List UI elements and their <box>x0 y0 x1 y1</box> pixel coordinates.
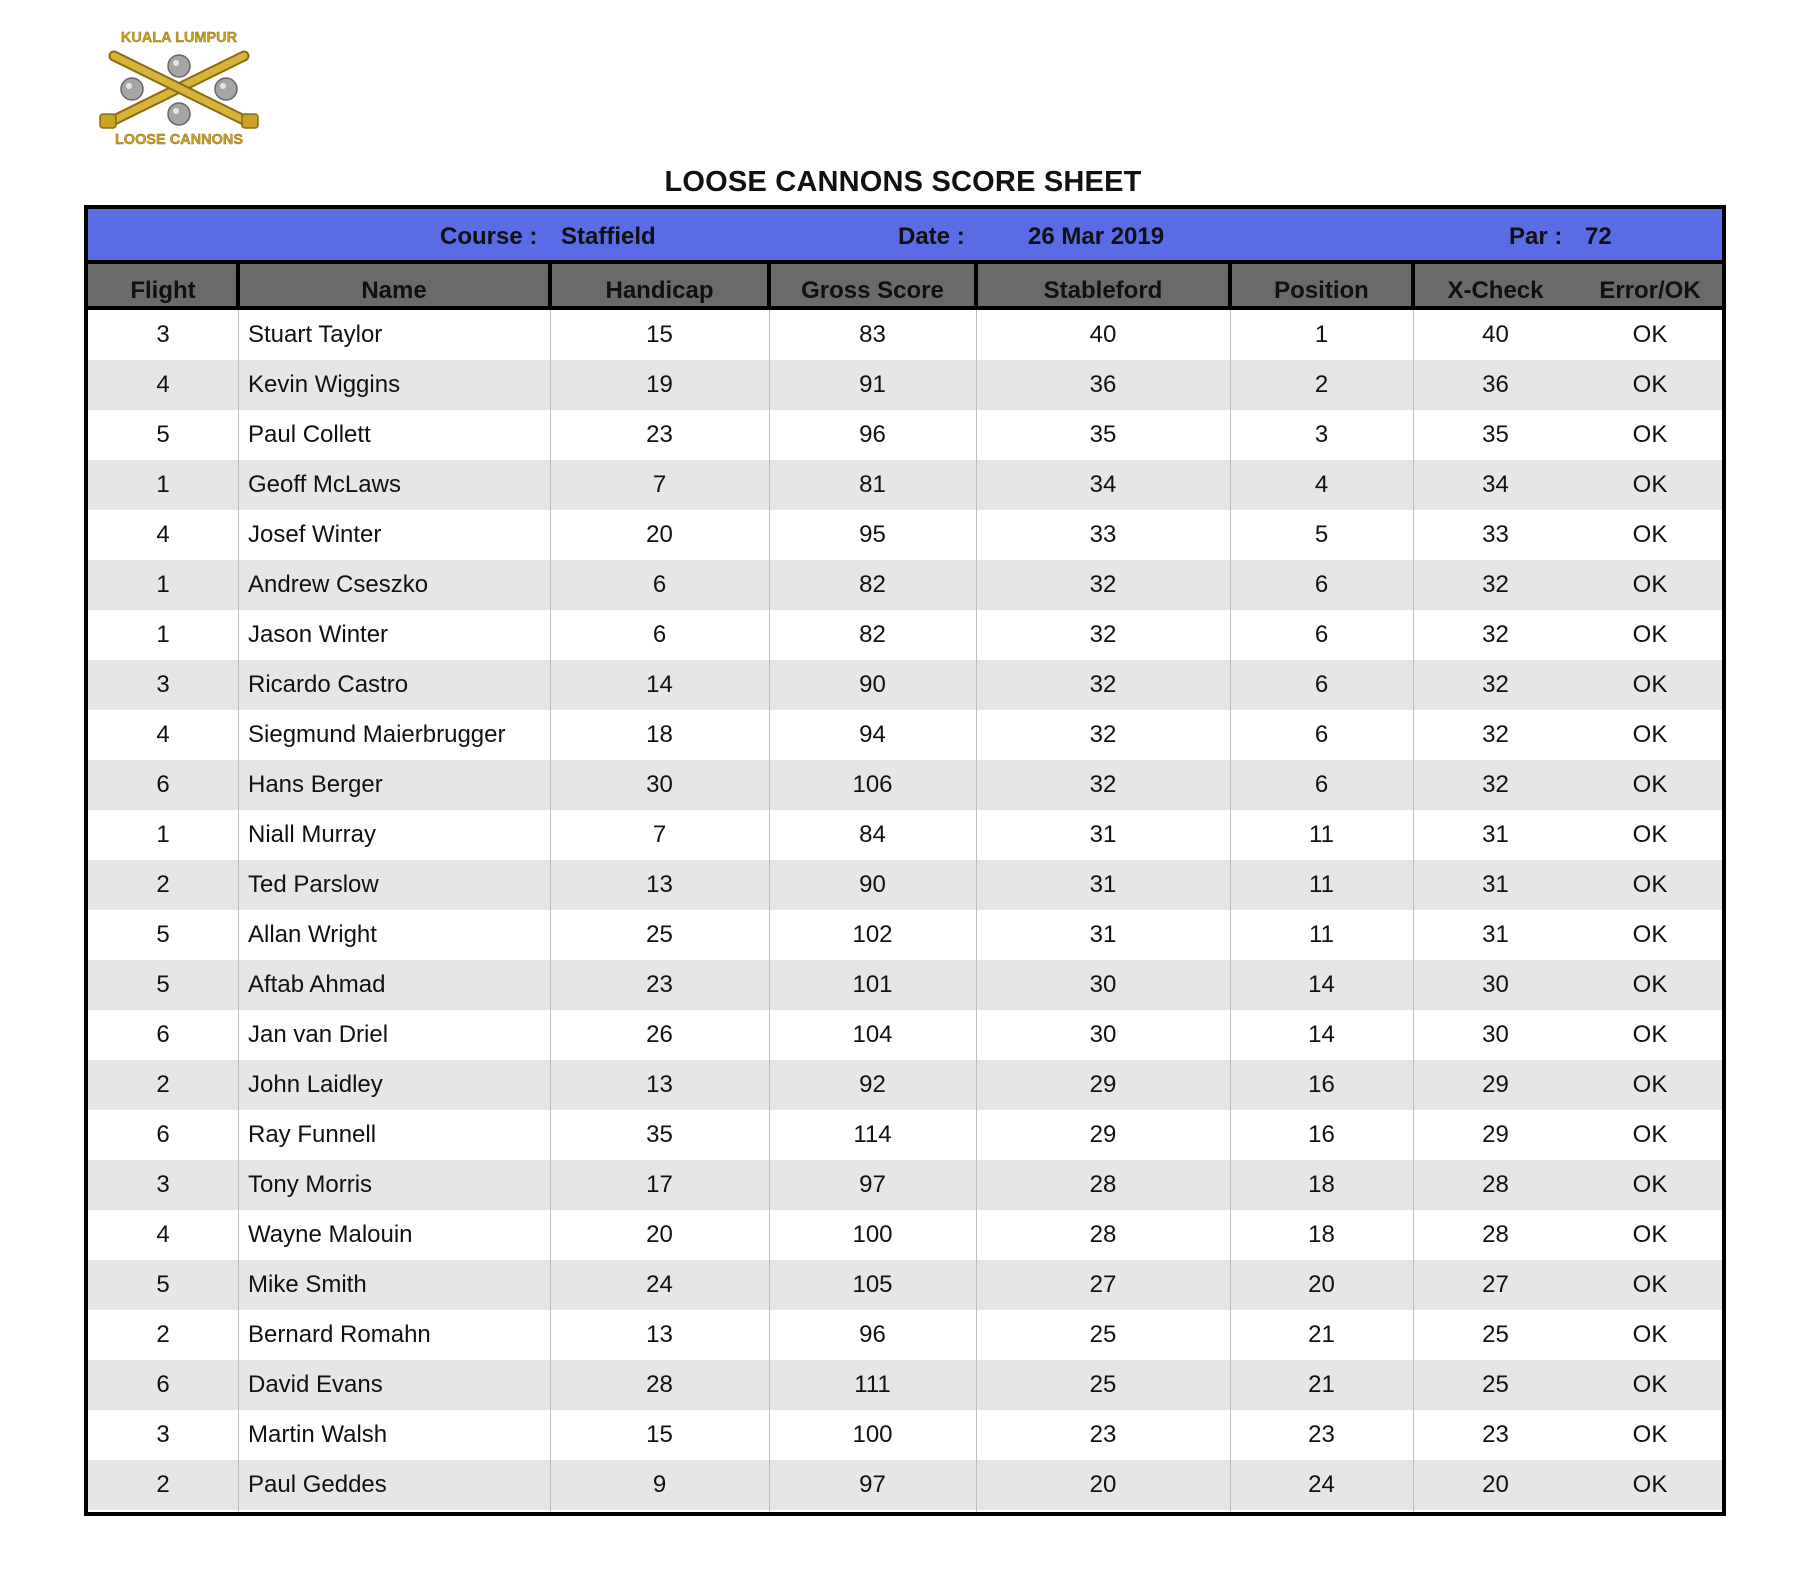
logo-top-text: KUALA LUMPUR <box>120 30 238 46</box>
cell-stableford: 30 <box>1089 971 1117 998</box>
cell-stableford: 33 <box>1089 521 1117 548</box>
cell-x-check: 32 <box>1482 571 1509 598</box>
score-rows <box>88 310 1722 1512</box>
table-row <box>88 460 1722 510</box>
cell-name: Martin Walsh <box>248 1421 388 1448</box>
cell-x-check: 32 <box>1482 621 1509 648</box>
par-label: Par : <box>1509 223 1563 250</box>
cell-name: Ted Parslow <box>248 871 379 898</box>
cell-stableford: 28 <box>1089 1171 1117 1198</box>
cell-position: 24 <box>1308 1471 1335 1498</box>
cell-x-check: 33 <box>1482 521 1509 548</box>
cell-x-check: 23 <box>1482 1421 1509 1448</box>
cell-stableford: 31 <box>1089 821 1117 848</box>
date-value: 26 Mar 2019 <box>1028 223 1165 250</box>
cell-error-ok: OK <box>1632 871 1668 898</box>
header-divider <box>1411 264 1415 306</box>
cell-name: Stuart Taylor <box>248 321 383 348</box>
cell-position: 23 <box>1308 1421 1335 1448</box>
cell-x-check: 40 <box>1482 321 1509 348</box>
cell-stableford: 20 <box>1089 1471 1117 1498</box>
table-row <box>88 410 1722 460</box>
cell-x-check: 20 <box>1482 1471 1509 1498</box>
cell-flight: 4 <box>156 1221 170 1248</box>
column-divider <box>769 310 770 1512</box>
cell-position: 6 <box>1314 721 1329 748</box>
cell-name: Ricardo Castro <box>248 671 409 698</box>
cell-x-check: 31 <box>1482 821 1509 848</box>
column-header-error-ok: Error/OK <box>1599 277 1701 304</box>
column-header-row <box>88 264 1722 310</box>
table-row <box>88 1460 1722 1510</box>
header-divider <box>236 264 240 306</box>
date-label: Date : <box>898 223 965 250</box>
cell-x-check: 28 <box>1482 1171 1509 1198</box>
cell-handicap: 14 <box>646 671 673 698</box>
cell-gross-score: 114 <box>853 1121 892 1148</box>
par-value: 72 <box>1585 223 1612 250</box>
cell-name: Paul Geddes <box>248 1471 387 1498</box>
cell-stableford: 32 <box>1089 621 1117 648</box>
cell-error-ok: OK <box>1632 621 1668 648</box>
cell-position: 5 <box>1314 521 1329 548</box>
cell-flight: 2 <box>156 871 170 898</box>
cell-flight: 1 <box>156 821 170 848</box>
table-row <box>88 610 1722 660</box>
cell-position: 16 <box>1308 1071 1335 1098</box>
cell-flight: 5 <box>156 921 170 948</box>
cell-x-check: 29 <box>1482 1121 1509 1148</box>
cell-error-ok: OK <box>1632 821 1668 848</box>
cell-error-ok: OK <box>1632 1371 1668 1398</box>
column-header-name: Name <box>361 277 427 304</box>
cell-flight: 3 <box>156 321 170 348</box>
cell-name: John Laidley <box>248 1071 383 1098</box>
cell-error-ok: OK <box>1632 971 1668 998</box>
cell-handicap: 7 <box>652 821 667 848</box>
cell-gross-score: 100 <box>852 1221 893 1248</box>
cell-x-check: 31 <box>1482 871 1509 898</box>
cell-stableford: 31 <box>1089 871 1117 898</box>
cell-handicap: 15 <box>646 1421 673 1448</box>
cell-error-ok: OK <box>1632 1471 1668 1498</box>
club-logo <box>94 28 264 152</box>
cell-position: 16 <box>1308 1121 1335 1148</box>
cell-stableford: 32 <box>1089 771 1117 798</box>
cell-x-check: 30 <box>1482 1021 1509 1048</box>
table-row <box>88 1410 1722 1460</box>
cell-error-ok: OK <box>1632 771 1668 798</box>
cell-flight: 6 <box>156 1371 170 1398</box>
cell-stableford: 40 <box>1089 321 1117 348</box>
cell-handicap: 13 <box>646 1321 673 1348</box>
cell-error-ok: OK <box>1632 421 1668 448</box>
cell-name: Geoff McLaws <box>248 471 401 498</box>
cell-gross-score: 96 <box>859 421 886 448</box>
cell-name: Wayne Malouin <box>248 1221 413 1248</box>
cell-handicap: 26 <box>646 1021 673 1048</box>
cell-name: Kevin Wiggins <box>248 371 401 398</box>
cell-position: 6 <box>1314 771 1329 798</box>
cell-gross-score: 84 <box>859 821 886 848</box>
cell-name: Hans Berger <box>248 771 383 798</box>
cell-flight: 1 <box>156 621 170 648</box>
cell-gross-score: 90 <box>859 871 886 898</box>
cell-gross-score: 101 <box>852 971 893 998</box>
cell-flight: 3 <box>156 1421 170 1448</box>
cell-name: Paul Collett <box>248 421 371 448</box>
column-header-x-check: X-Check <box>1447 277 1544 304</box>
cell-stableford: 29 <box>1089 1071 1117 1098</box>
cell-handicap: 13 <box>646 1071 673 1098</box>
cell-gross-score: 102 <box>852 921 893 948</box>
cell-error-ok: OK <box>1632 671 1668 698</box>
cell-flight: 4 <box>156 371 170 398</box>
cell-gross-score: 104 <box>852 1021 893 1048</box>
cell-position: 11 <box>1309 871 1334 898</box>
cell-error-ok: OK <box>1632 721 1668 748</box>
cell-stableford: 32 <box>1089 571 1117 598</box>
cell-position: 18 <box>1308 1221 1335 1248</box>
cell-name: Jan van Driel <box>248 1021 389 1048</box>
column-header-position: Position <box>1274 277 1369 304</box>
cell-name: David Evans <box>248 1371 383 1398</box>
column-divider <box>1413 310 1414 1512</box>
cell-flight: 5 <box>156 421 170 448</box>
table-row <box>88 560 1722 610</box>
cell-error-ok: OK <box>1632 1121 1668 1148</box>
cell-position: 11 <box>1309 821 1334 848</box>
cell-gross-score: 90 <box>859 671 886 698</box>
cell-position: 20 <box>1308 1271 1335 1298</box>
cell-position: 4 <box>1314 471 1329 498</box>
cell-gross-score: 100 <box>852 1421 893 1448</box>
column-divider <box>550 310 551 1512</box>
cell-handicap: 18 <box>646 721 673 748</box>
cell-name: Jason Winter <box>248 621 389 648</box>
column-header-flight: Flight <box>130 277 196 304</box>
table-row <box>88 810 1722 860</box>
cell-gross-score: 83 <box>859 321 886 348</box>
cell-handicap: 9 <box>652 1471 667 1498</box>
cell-flight: 2 <box>156 1321 170 1348</box>
cell-name: Aftab Ahmad <box>248 971 386 998</box>
cell-error-ok: OK <box>1632 921 1668 948</box>
course-value: Staffield <box>561 223 656 250</box>
cell-x-check: 35 <box>1482 421 1509 448</box>
cell-gross-score: 97 <box>859 1471 886 1498</box>
table-row <box>88 310 1722 360</box>
table-row <box>88 1210 1722 1260</box>
cell-stableford: 32 <box>1089 671 1117 698</box>
cell-handicap: 17 <box>646 1171 673 1198</box>
cell-position: 18 <box>1308 1171 1335 1198</box>
cell-gross-score: 97 <box>859 1171 886 1198</box>
cell-flight: 1 <box>156 471 170 498</box>
cell-flight: 2 <box>156 1071 170 1098</box>
cell-name: Josef Winter <box>248 521 382 548</box>
cell-x-check: 28 <box>1482 1221 1509 1248</box>
cell-error-ok: OK <box>1632 1171 1668 1198</box>
cell-position: 14 <box>1308 1021 1335 1048</box>
cell-name: Mike Smith <box>248 1271 367 1298</box>
cell-flight: 5 <box>156 971 170 998</box>
cell-flight: 6 <box>156 1021 170 1048</box>
cell-stableford: 36 <box>1089 371 1117 398</box>
cell-gross-score: 111 <box>854 1371 891 1398</box>
cell-gross-score: 95 <box>859 521 886 548</box>
table-row <box>88 1360 1722 1410</box>
cell-flight: 3 <box>156 1171 170 1198</box>
cell-gross-score: 96 <box>859 1321 886 1348</box>
cell-stableford: 27 <box>1089 1271 1117 1298</box>
table-row <box>88 510 1722 560</box>
cell-error-ok: OK <box>1632 371 1668 398</box>
header-divider <box>548 264 552 306</box>
cell-gross-score: 91 <box>859 371 886 398</box>
cell-flight: 5 <box>156 1271 170 1298</box>
cell-x-check: 31 <box>1482 921 1509 948</box>
cell-stableford: 28 <box>1089 1221 1117 1248</box>
table-row <box>88 360 1722 410</box>
cell-position: 14 <box>1308 971 1335 998</box>
table-row <box>88 1010 1722 1060</box>
score-sheet-table <box>84 205 1726 1516</box>
table-row <box>88 760 1722 810</box>
logo-bottom-text: LOOSE CANNONS <box>114 132 244 148</box>
cell-gross-score: 81 <box>859 471 886 498</box>
cell-position: 21 <box>1308 1371 1335 1398</box>
cell-name: Allan Wright <box>248 921 377 948</box>
cell-error-ok: OK <box>1632 571 1668 598</box>
table-row <box>88 1160 1722 1210</box>
cell-position: 11 <box>1309 921 1334 948</box>
cell-name: Ray Funnell <box>248 1121 377 1148</box>
cell-position: 6 <box>1314 571 1329 598</box>
cell-handicap: 6 <box>652 621 667 648</box>
cell-gross-score: 82 <box>859 621 886 648</box>
cell-x-check: 27 <box>1482 1271 1509 1298</box>
cell-handicap: 7 <box>652 471 667 498</box>
cell-x-check: 32 <box>1482 671 1509 698</box>
cell-handicap: 30 <box>646 771 673 798</box>
cell-flight: 4 <box>156 721 170 748</box>
column-header-gross-score: Gross Score <box>801 277 944 304</box>
cell-handicap: 24 <box>646 1271 673 1298</box>
cell-position: 6 <box>1314 671 1329 698</box>
cell-position: 3 <box>1314 421 1329 448</box>
column-divider <box>238 310 239 1512</box>
cell-flight: 1 <box>156 571 170 598</box>
table-row <box>88 960 1722 1010</box>
cell-stableford: 34 <box>1089 471 1117 498</box>
cell-handicap: 15 <box>646 321 673 348</box>
cell-error-ok: OK <box>1632 471 1668 498</box>
page-title: LOOSE CANNONS SCORE SHEET <box>664 166 1142 198</box>
cell-stableford: 31 <box>1089 921 1117 948</box>
cell-error-ok: OK <box>1632 321 1668 348</box>
cell-flight: 6 <box>156 1121 170 1148</box>
table-row <box>88 1260 1722 1310</box>
cell-x-check: 36 <box>1482 371 1509 398</box>
cell-handicap: 25 <box>646 921 673 948</box>
cell-flight: 3 <box>156 671 170 698</box>
cell-position: 21 <box>1308 1321 1335 1348</box>
cell-x-check: 34 <box>1482 471 1509 498</box>
cell-handicap: 20 <box>646 521 673 548</box>
cell-gross-score: 94 <box>859 721 886 748</box>
cell-handicap: 23 <box>646 421 673 448</box>
cell-position: 1 <box>1314 321 1329 348</box>
table-row <box>88 910 1722 960</box>
header-divider <box>1228 264 1232 306</box>
cell-stableford: 23 <box>1089 1421 1117 1448</box>
cell-error-ok: OK <box>1632 1021 1668 1048</box>
course-info-bar <box>88 209 1722 264</box>
header-divider <box>974 264 978 306</box>
cell-error-ok: OK <box>1632 1221 1668 1248</box>
cell-gross-score: 106 <box>852 771 893 798</box>
cell-flight: 4 <box>156 521 170 548</box>
cell-x-check: 32 <box>1482 721 1509 748</box>
cell-name: Andrew Cseszko <box>248 571 429 598</box>
table-row <box>88 860 1722 910</box>
cell-handicap: 35 <box>646 1121 673 1148</box>
cell-name: Siegmund Maierbrugger <box>248 721 506 748</box>
cell-handicap: 6 <box>652 571 667 598</box>
cell-stableford: 25 <box>1089 1321 1117 1348</box>
table-row <box>88 660 1722 710</box>
cell-stableford: 25 <box>1089 1371 1117 1398</box>
column-header-stableford: Stableford <box>1043 277 1163 304</box>
cell-handicap: 20 <box>646 1221 673 1248</box>
cell-x-check: 29 <box>1482 1071 1509 1098</box>
header-divider <box>767 264 771 306</box>
cell-gross-score: 105 <box>852 1271 893 1298</box>
cell-stableford: 29 <box>1089 1121 1117 1148</box>
column-divider <box>976 310 977 1512</box>
cell-gross-score: 82 <box>859 571 886 598</box>
table-row <box>88 1110 1722 1160</box>
cell-position: 6 <box>1314 621 1329 648</box>
column-header-handicap: Handicap <box>605 277 714 304</box>
cell-name: Tony Morris <box>248 1171 373 1198</box>
cell-handicap: 23 <box>646 971 673 998</box>
cell-x-check: 25 <box>1482 1371 1509 1398</box>
cell-x-check: 25 <box>1482 1321 1509 1348</box>
cell-error-ok: OK <box>1632 521 1668 548</box>
cell-stableford: 32 <box>1089 721 1117 748</box>
cell-handicap: 13 <box>646 871 673 898</box>
cell-error-ok: OK <box>1632 1071 1668 1098</box>
crossed-cannons-icon <box>100 55 258 128</box>
cell-x-check: 30 <box>1482 971 1509 998</box>
cell-handicap: 19 <box>646 371 673 398</box>
course-label: Course : <box>440 223 538 250</box>
table-row <box>88 1060 1722 1110</box>
cell-flight: 2 <box>156 1471 170 1498</box>
cell-error-ok: OK <box>1632 1271 1668 1298</box>
column-divider <box>1230 310 1231 1512</box>
cell-flight: 6 <box>156 771 170 798</box>
cell-stableford: 35 <box>1089 421 1117 448</box>
cell-handicap: 28 <box>646 1371 673 1398</box>
cell-error-ok: OK <box>1632 1321 1668 1348</box>
cell-error-ok: OK <box>1632 1421 1668 1448</box>
table-row <box>88 710 1722 760</box>
cell-stableford: 30 <box>1089 1021 1117 1048</box>
cell-name: Niall Murray <box>248 821 377 848</box>
cell-gross-score: 92 <box>859 1071 886 1098</box>
cell-position: 2 <box>1314 371 1329 398</box>
table-row <box>88 1310 1722 1360</box>
cell-x-check: 32 <box>1482 771 1509 798</box>
cell-name: Bernard Romahn <box>248 1321 431 1348</box>
